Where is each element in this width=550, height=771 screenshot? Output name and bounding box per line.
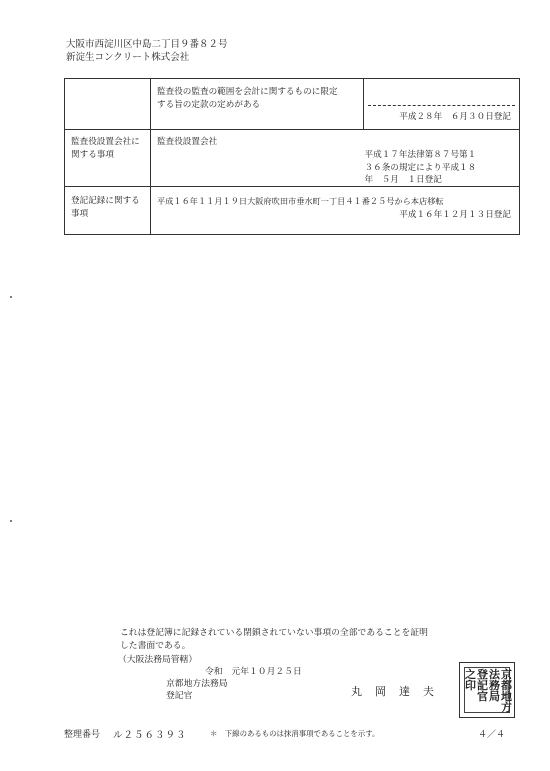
scan-speck <box>10 296 12 298</box>
officer-name: 丸 岡 達 夫 <box>351 685 435 698</box>
row1-content-cell <box>151 79 364 130</box>
reference-number: ル２５６３９３ <box>113 730 187 741</box>
company-name: 新淀生コンクリート株式会社 <box>66 52 190 63</box>
row3-label-line1: 登記記録に関する <box>71 196 140 206</box>
certification-line1: これは登記簿に記録されている閉鎖されていない事項の全部であることを証明 <box>120 628 428 638</box>
row3-content-cell <box>151 187 444 235</box>
row2-note-line2: ３６条の規定により平成１８ <box>364 162 477 173</box>
row1-content-line1: 監査役の監査の範囲を会計に関するものに限定 <box>157 87 338 97</box>
seal-char: 地 <box>501 690 512 703</box>
table-row <box>65 130 520 187</box>
register-table <box>64 78 520 235</box>
official-seal <box>459 662 515 718</box>
reference-label: 整理番号 <box>64 730 101 740</box>
seal-inner-border <box>464 667 510 713</box>
page-number: ４／４ <box>478 730 506 740</box>
seal-char: 法 <box>489 668 500 681</box>
row3-content: 平成１６年１１月１９日大阪府吹田市垂水町一丁目４１番２５号から本店移転 <box>157 196 444 206</box>
row2-label-line2: 関する事項 <box>71 150 114 160</box>
row3-label-line2: 事項 <box>71 209 89 219</box>
row1-note: 平成２８年 ６月３０日登記 <box>399 112 511 122</box>
scan-speck <box>10 520 12 522</box>
seal-char: 記 <box>477 679 488 692</box>
row3-label-cell <box>65 187 151 235</box>
issuing-office: 京都地方法務局 <box>166 679 228 689</box>
row3-note-cell <box>364 187 520 235</box>
table-row <box>65 187 520 235</box>
seal-char: 印 <box>465 679 476 692</box>
seal-char: 方 <box>501 701 512 714</box>
row1-content-line2: する旨の定款の定めがある <box>157 100 261 110</box>
seal-char: 之 <box>465 668 476 681</box>
certification-line2: した書面である。 <box>120 641 191 651</box>
footer-note: ＊ 下線のあるものは抹消事項であることを示す。 <box>210 729 380 738</box>
seal-char: 局 <box>489 690 500 703</box>
row2-content-cell <box>151 130 364 187</box>
issue-date: 令和 元年１０月２５日 <box>205 667 302 677</box>
jurisdiction-note: （大阪法務局管轄） <box>118 655 198 665</box>
table-row <box>65 79 520 130</box>
row2-note-line1: 平成１７年法律第８７号第１ <box>364 150 477 160</box>
seal-char: 京 <box>501 668 512 681</box>
row3-note: 平成１６年１２月１３日登記 <box>399 210 511 220</box>
row2-note-cell <box>364 130 520 187</box>
company-address: 大阪市西淀川区中島二丁目９番８２号 <box>66 39 228 50</box>
seal-char: 官 <box>477 690 488 703</box>
row2-note-line3: 年 ５月 １日登記 <box>364 175 442 185</box>
seal-char: 都 <box>501 679 512 692</box>
row2-label-line1: 監査役設置会社に <box>71 137 140 147</box>
row1-note-cell <box>364 79 520 130</box>
seal-char: 務 <box>489 679 500 692</box>
row1-label-cell <box>65 79 151 130</box>
seal-char: 登 <box>477 668 488 681</box>
row2-label-cell <box>65 130 151 187</box>
officer-title: 登記官 <box>166 691 193 701</box>
row2-content: 監査役設置会社 <box>157 137 218 147</box>
erased-rule-line <box>368 105 515 106</box>
